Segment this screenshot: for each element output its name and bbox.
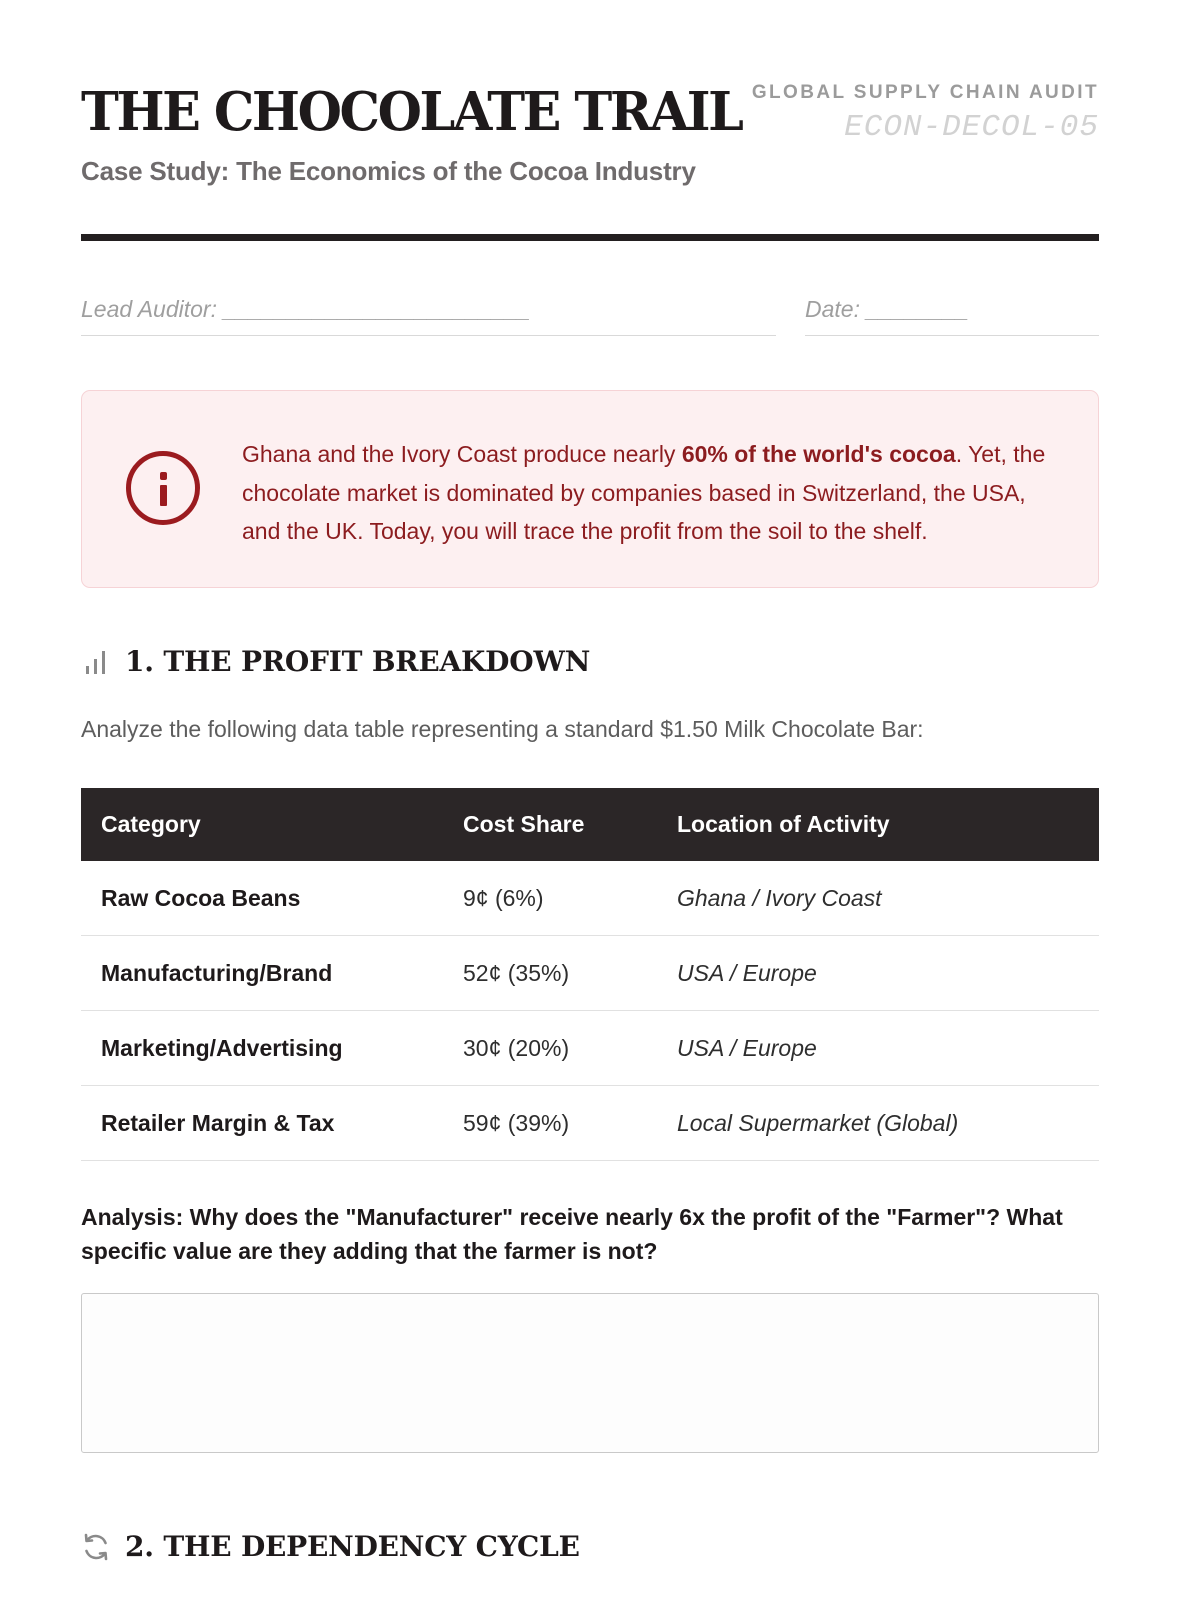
table-row [81,861,1099,936]
table-header-category: Category [101,811,201,837]
table-row [81,936,1099,1011]
section-heading-profit-breakdown [81,645,590,678]
header-divider [81,234,1099,241]
bar-chart-icon [81,647,111,677]
audit-label: GLOBAL SUPPLY CHAIN AUDIT [751,82,1099,103]
audit-code: ECON-DECOL-05 [844,110,1099,145]
table-row [81,1011,1099,1086]
table-header-cost-share: Cost Share [463,811,585,837]
table-cell-category: Raw Cocoa Beans [101,884,301,911]
auditor-fields [81,294,1099,338]
section-intro: Analyze the following data table representing a standard $1.50 Milk Chocolate Bar: [81,716,924,742]
table-cell-location: USA / Europe [677,959,817,986]
table-cell-cost-share: 59¢ (39%) [463,1109,570,1136]
analysis-answer-box[interactable] [81,1293,1099,1453]
info-icon-dot [160,472,167,480]
info-callout [81,390,1099,588]
date-field[interactable]: Date: ________ [805,294,1099,336]
analysis-question: Analysis: Why does the "Manufacturer" receive nearly 6x the profit of the "Farmer"? What specific value are they adding that the farmer is not? [81,1204,1063,1264]
callout-text-after: . Yet, the chocolate market is dominated by companies based in Switzerland, the USA, and the UK. Today, you will trace the profit from the soil to the shelf. [242,441,1046,544]
profit-table [81,788,1099,1161]
info-icon-stem [160,485,167,506]
table-row [81,1086,1099,1161]
table-header-location: Location of Activity [677,811,890,837]
page-subtitle: Case Study: The Economics of the Cocoa Industry [81,156,696,186]
table-cell-location: Local Supermarket (Global) [677,1109,959,1136]
callout-text [242,435,1062,551]
info-icon [126,451,200,525]
table-cell-category: Manufacturing/Brand [101,959,333,986]
section-heading-dependency-cycle [81,1530,580,1563]
section-title: 2. THE DEPENDENCY CYCLE [125,1530,580,1563]
table-cell-category: Marketing/Advertising [101,1034,343,1061]
page-title: THE CHOCOLATE TRAIL [81,81,742,143]
table-header-row [81,788,1099,861]
table-cell-location: Ghana / Ivory Coast [677,884,882,911]
table-cell-cost-share: 52¢ (35%) [463,959,570,986]
table-cell-cost-share: 30¢ (20%) [463,1034,570,1061]
refresh-cycle-icon [81,1532,111,1562]
table-cell-category: Retailer Margin & Tax [101,1109,335,1136]
lead-auditor-field[interactable]: Lead Auditor: ________________________ [81,294,776,336]
callout-text-before: Ghana and the Ivory Coast produce nearly [242,441,682,467]
callout-text-highlight: 60% of the world's cocoa [681,441,956,467]
worksheet-header [81,0,1099,240]
table-cell-location: USA / Europe [677,1034,817,1061]
section-title: 1. THE PROFIT BREAKDOWN [125,645,591,678]
table-cell-cost-share: 9¢ (6%) [463,884,544,911]
